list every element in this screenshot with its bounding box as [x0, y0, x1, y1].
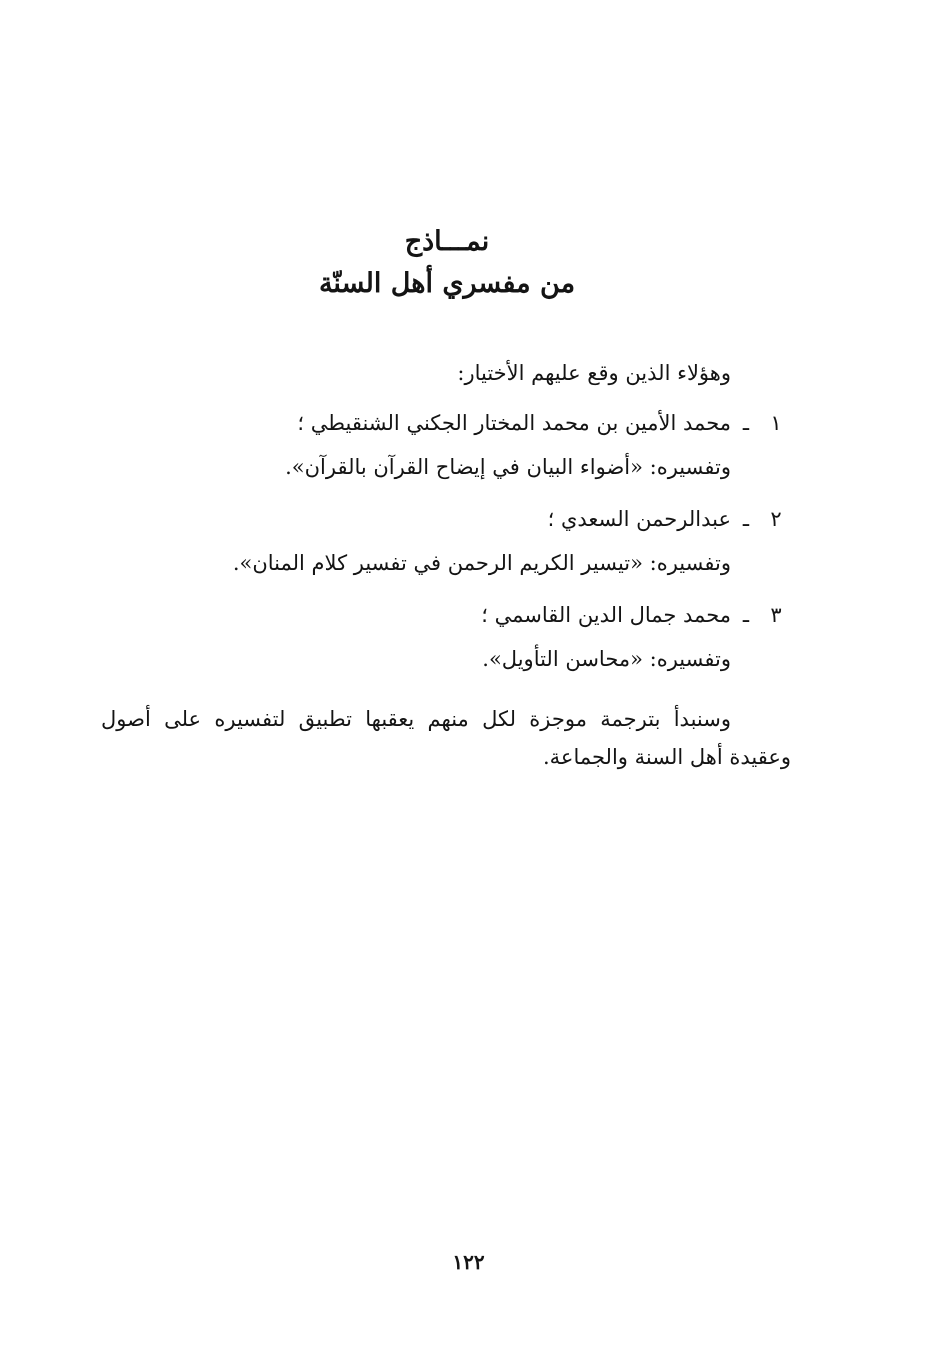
intro-text: وهؤلاء الذين وقع عليهم الأختيار:	[457, 361, 731, 385]
item-name: محمد الأمين بن محمد المختار الجكني الشنقيطي ؛	[297, 411, 731, 435]
heading-block	[317, 222, 577, 306]
item-tafsir: وتفسيره: «أضواء البيان في إيضاح القرآن بالقرآن».	[285, 455, 731, 479]
closing-text: وسنبدأ بترجمة موجزة لكل منهم يعقبها تطبيق لتفسيره على أصول وعقيدة أهل السنة والجماعة.	[101, 707, 791, 769]
list-item	[481, 598, 791, 632]
item-name: عبدالرحمن السعدي ؛	[547, 507, 731, 531]
item-dash: ـ	[742, 603, 750, 627]
item-name: محمد جمال الدين القاسمي ؛	[481, 603, 731, 627]
item-number: ٢	[770, 507, 782, 531]
page-number: ١٢٢	[452, 1250, 485, 1274]
item-number: ٣	[770, 603, 782, 627]
list-item	[548, 502, 791, 536]
list-item	[297, 406, 791, 440]
heading-title: نمـــاذج	[404, 226, 490, 257]
heading-subtitle: من مفسري أهل السنّة	[318, 268, 576, 299]
closing-paragraph	[101, 700, 791, 776]
item-tafsir: وتفسيره: «محاسن التأويل».	[482, 647, 731, 671]
item-dash: ـ	[742, 507, 750, 531]
item-tafsir: وتفسيره: «تيسير الكريم الرحمن في تفسير كلام المنان».	[232, 551, 731, 575]
item-number: ١	[770, 411, 782, 435]
item-dash: ـ	[742, 411, 750, 435]
